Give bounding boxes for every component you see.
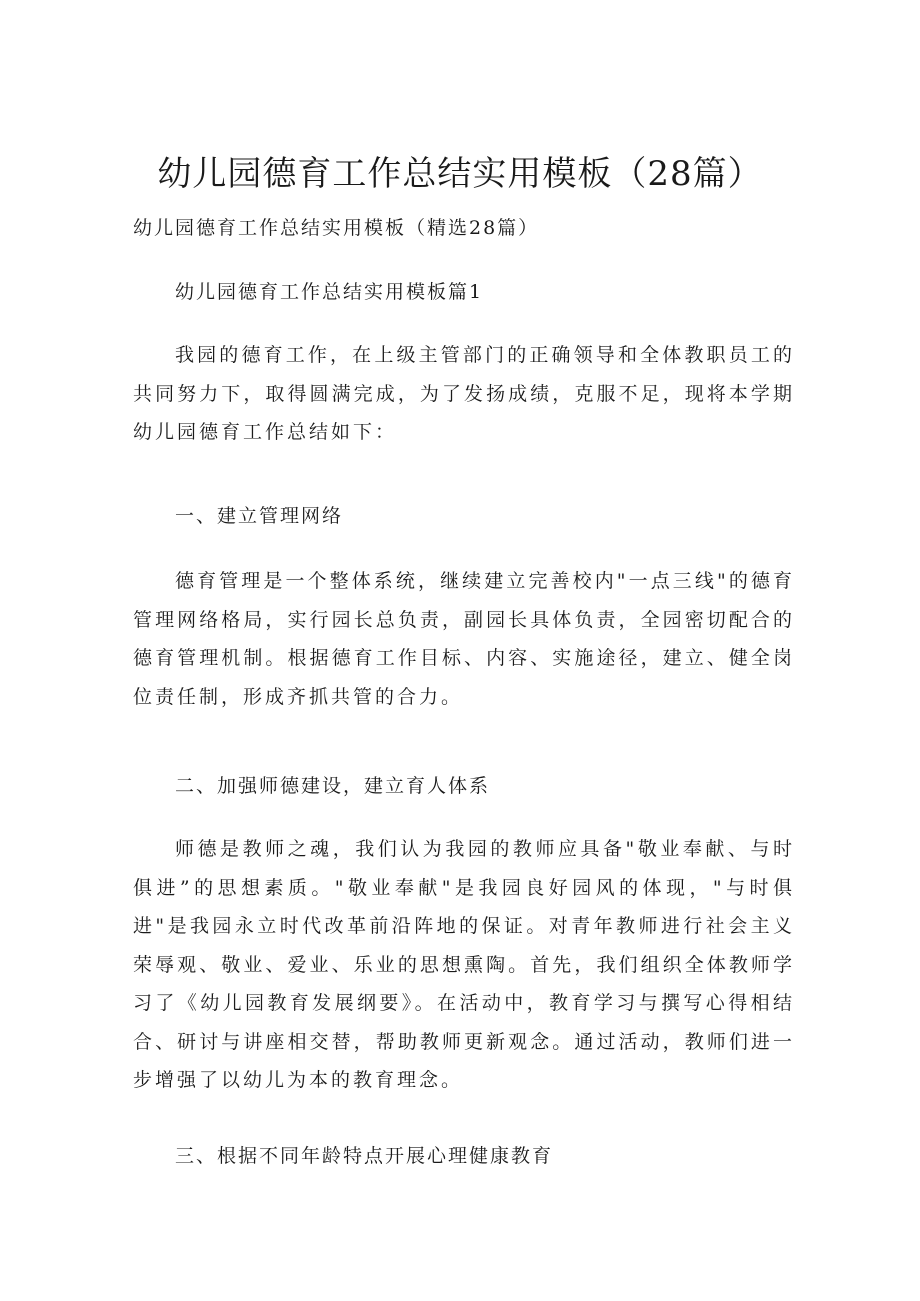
section-body-2: 师德是教师之魂，我们认为我园的教师应具备"敬业奉献、与时俱进”的思想素质。"敬业奉献"是我园良好园风的体现，"与时俱进"是我园永立时代改革前沿阵地的保证。对青年教师进行社会主义荣辱观、敬业、爱业、乐业的思想熏陶。首先，我们组织全体教师学习了《幼儿园教育发展纲要》。在活动中，教育学习与撰写心得相结合、研讨与讲座相交替，帮助教师更新观念。通过活动，教师们进一步增强了以幼儿为本的教育理念。: [133, 838, 795, 1091]
document-title: 幼儿园德育工作总结实用模板（28篇）: [157, 154, 763, 194]
section-heading-3: 三、根据不同年龄特点开展心理健康教育: [175, 1145, 554, 1167]
section-heading-1: 一、建立管理网络: [175, 505, 344, 527]
article-heading: 幼儿园德育工作总结实用模板篇1: [175, 281, 484, 303]
document-subtitle: 幼儿园德育工作总结实用模板（精选28篇）: [133, 217, 540, 239]
intro-paragraph: 我园的德育工作，在上级主管部门的正确领导和全体教职员工的共同努力下，取得圆满完成，为了发扬成绩，克服不足，现将本学期幼儿园德育工作总结如下：: [133, 344, 795, 443]
section-heading-2: 二、加强师德建设，建立育人体系: [175, 775, 491, 797]
section-body-1: 德育管理是一个整体系统，继续建立完善校内"一点三线"的德育管理网络格局，实行园长总负责，副园长具体负责，全园密切配合的德育管理机制。根据德育工作目标、内容、实施途径，建立、健全岗位责任制，形成齐抓共管的合力。: [133, 570, 795, 708]
